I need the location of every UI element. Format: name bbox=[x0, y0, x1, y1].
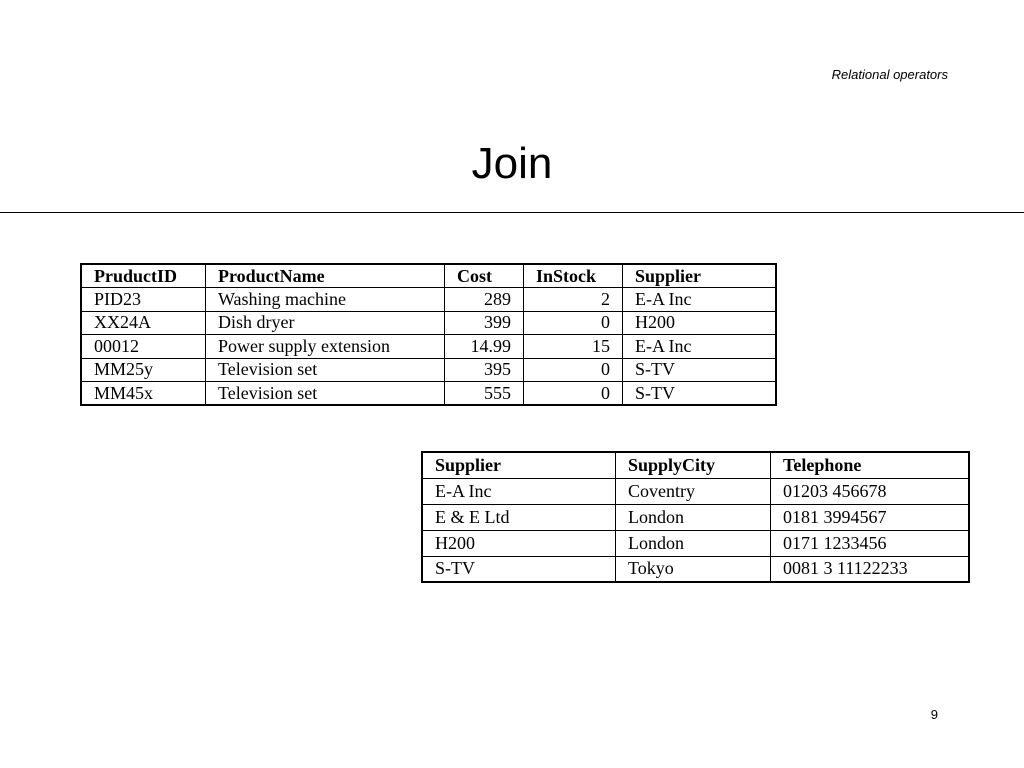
table-cell: 14.99 bbox=[445, 335, 524, 359]
table-cell: Tokyo bbox=[616, 556, 771, 582]
table-row bbox=[81, 288, 776, 312]
table-cell: Washing machine bbox=[206, 288, 445, 312]
table-row bbox=[81, 311, 776, 335]
table-cell: 0 bbox=[524, 311, 623, 335]
table-row bbox=[422, 556, 969, 582]
table-cell: 00012 bbox=[81, 335, 206, 359]
table-cell: E-A Inc bbox=[422, 478, 616, 504]
table-cell: H200 bbox=[623, 311, 777, 335]
page-number: 9 bbox=[930, 707, 938, 722]
table-cell: MM25y bbox=[81, 358, 206, 382]
slide-title: Join bbox=[471, 139, 553, 188]
table-cell: London bbox=[616, 504, 771, 530]
table-cell: 289 bbox=[445, 288, 524, 312]
table-cell: Coventry bbox=[616, 478, 771, 504]
table-cell: 0 bbox=[524, 358, 623, 382]
title-divider bbox=[0, 212, 1024, 213]
table-cell: XX24A bbox=[81, 311, 206, 335]
table-cell: PID23 bbox=[81, 288, 206, 312]
table-cell: E-A Inc bbox=[623, 288, 777, 312]
table-cell: E & E Ltd bbox=[422, 504, 616, 530]
table-cell: S-TV bbox=[623, 358, 777, 382]
table-cell: S-TV bbox=[422, 556, 616, 582]
table-row bbox=[81, 358, 776, 382]
table-cell: 0081 3 11122233 bbox=[771, 556, 970, 582]
table-cell: London bbox=[616, 530, 771, 556]
table-cell: H200 bbox=[422, 530, 616, 556]
column-header: PruductID bbox=[81, 264, 206, 288]
table-header-row bbox=[422, 452, 969, 478]
column-header: Supplier bbox=[623, 264, 777, 288]
table-row bbox=[81, 335, 776, 359]
column-header: SupplyCity bbox=[616, 452, 771, 478]
table-cell: 2 bbox=[524, 288, 623, 312]
table-cell: 399 bbox=[445, 311, 524, 335]
section-label: Relational operators bbox=[831, 67, 948, 82]
column-header: Telephone bbox=[771, 452, 970, 478]
column-header: Cost bbox=[445, 264, 524, 288]
column-header: InStock bbox=[524, 264, 623, 288]
table-cell: MM45x bbox=[81, 382, 206, 406]
suppliers-table bbox=[421, 451, 970, 583]
table-cell: 0171 1233456 bbox=[771, 530, 970, 556]
table-row bbox=[422, 478, 969, 504]
table-header-row bbox=[81, 264, 776, 288]
table-cell: E-A Inc bbox=[623, 335, 777, 359]
table-cell: Television set bbox=[206, 358, 445, 382]
table-cell: Power supply extension bbox=[206, 335, 445, 359]
table-cell: 0 bbox=[524, 382, 623, 406]
table-cell: Television set bbox=[206, 382, 445, 406]
table-cell: 15 bbox=[524, 335, 623, 359]
table-cell: 01203 456678 bbox=[771, 478, 970, 504]
table-row bbox=[422, 530, 969, 556]
table-row bbox=[81, 382, 776, 406]
table-cell: 0181 3994567 bbox=[771, 504, 970, 530]
table-cell: Dish dryer bbox=[206, 311, 445, 335]
products-table bbox=[80, 263, 777, 406]
column-header: Supplier bbox=[422, 452, 616, 478]
column-header: ProductName bbox=[206, 264, 445, 288]
table-cell: 395 bbox=[445, 358, 524, 382]
table-row bbox=[422, 504, 969, 530]
table-cell: S-TV bbox=[623, 382, 777, 406]
table-cell: 555 bbox=[445, 382, 524, 406]
